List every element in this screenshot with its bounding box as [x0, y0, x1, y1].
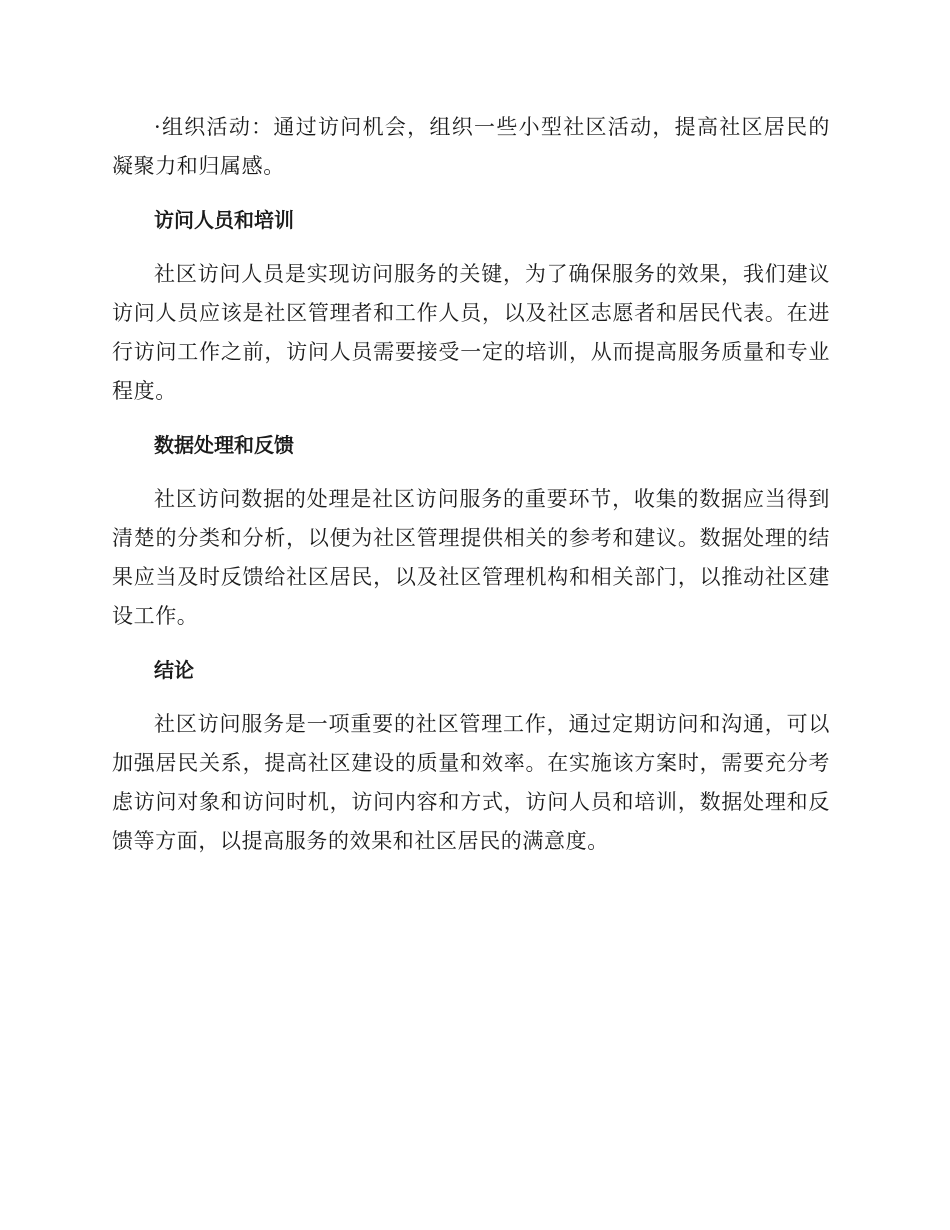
- paragraph-organize-activities: ·组织活动：通过访问机会，组织一些小型社区活动，提高社区居民的凝聚力和归属感。: [112, 115, 830, 178]
- heading-data-feedback: 数据处理和反馈: [154, 433, 294, 457]
- heading-staff-training: 访问人员和培训: [154, 208, 294, 232]
- paragraph-data-feedback: 社区访问数据的处理是社区访问服务的重要环节，收集的数据应当得到清楚的分类和分析，以便为社区管理提供相关的参考和建议。数据处理的结果应当及时反馈给社区居民，以及社区管理机构和相关部门，以推动社区建设工作。: [112, 487, 830, 628]
- document-page: [112, 108, 830, 861]
- heading-conclusion: 结论: [154, 658, 194, 682]
- paragraph-staff-training: 社区访问人员是实现访问服务的关键，为了确保服务的效果，我们建议访问人员应该是社区管理者和工作人员，以及社区志愿者和居民代表。在进行访问工作之前，访问人员需要接受一定的培训，从而提高服务质量和专业程度。: [112, 262, 830, 403]
- paragraph-conclusion: 社区访问服务是一项重要的社区管理工作，通过定期访问和沟通，可以加强居民关系，提高社区建设的质量和效率。在实施该方案时，需要充分考虑访问对象和访问时机，访问内容和方式，访问人员和培训，数据处理和反馈等方面，以提高服务的效果和社区居民的满意度。: [112, 712, 830, 853]
